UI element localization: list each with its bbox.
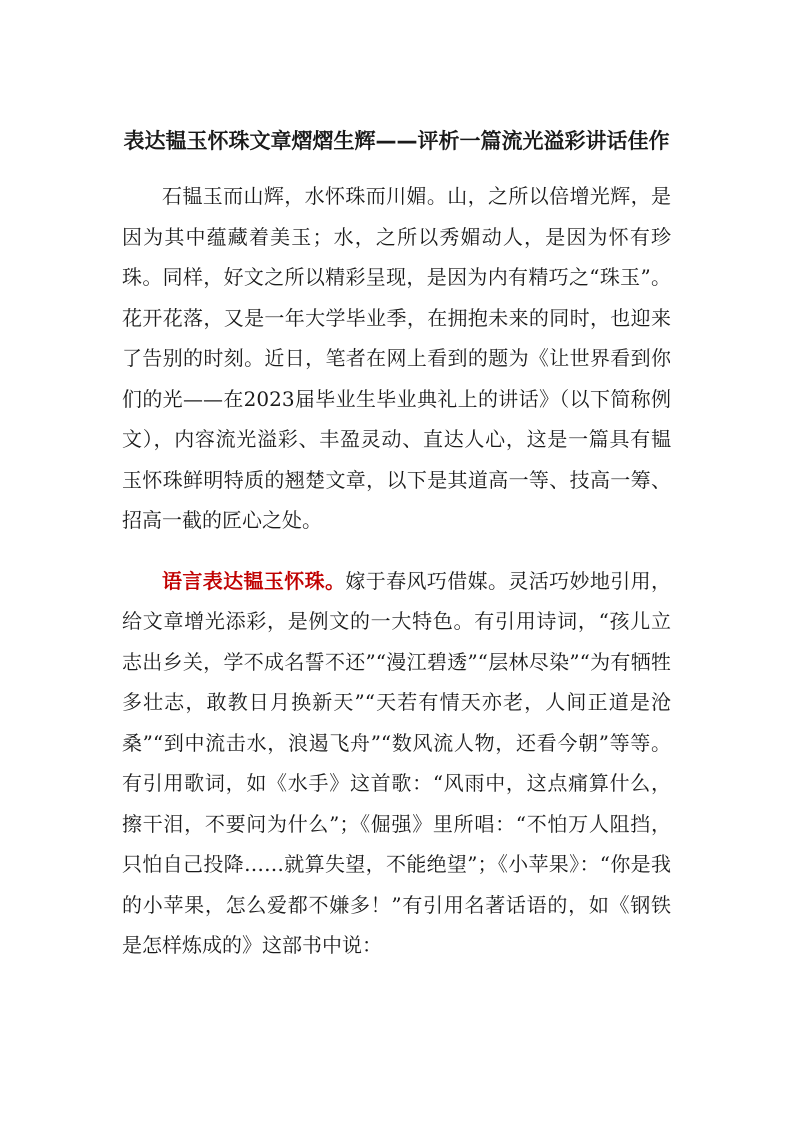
paragraph-intro	[122, 176, 671, 541]
paragraph-language-lead: 语言表达韫玉怀珠。	[162, 568, 346, 593]
document-title: 表达韫玉怀珠文章熠熠生辉——评析一篇流光溢彩讲话佳作	[123, 129, 670, 153]
paragraph-language	[122, 561, 671, 966]
paragraph-intro-text: 石韫玉而山辉，水怀珠而川媚。山，之所以倍增光辉，是因为其中蕴藏着美玉；水，之所以秀媚动人，是因为怀有珍珠。同样，好文之所以精彩呈现，是因为内有精巧之“珠玉”。花开花落，又是一年大学毕业季，在拥抱未来的同时，也迎来了告别的时刻。近日，笔者在网上看到的题为《让世界看到你们的光——在2023届毕业生毕业典礼上的讲话》（以下简称例文），内容流光溢彩、丰盈灵动、直达人心，这是一篇具有韫玉怀珠鲜明特质的翘楚文章，以下是其道高一等、技高一筹、招高一截的匠心之处。	[122, 184, 671, 532]
paragraph-language-text: 嫁于春风巧借媒。灵活巧妙地引用，给文章增光添彩，是例文的一大特色。有引用诗词，“孩儿立志出乡关，学不成名誓不还”“漫江碧透”“层林尽染”“为有牺牲多壮志，敢教日月换新天”“天若有情天亦老，人间正道是沧桑”“到中流击水，浪遏飞舟”“数风流人物，还看今朝”等等。有引用歌词，如《水手》这首歌：“风雨中，这点痛算什么，擦干泪，不要问为什么”；《倔强》里所唱：“不怕万人阻挡，只怕自己投降……就算失望，不能绝望”；《小苹果》：“你是我的小苹果，怎么爱都不嫌多！”有引用名著话语的，如《钢铁是怎样炼成的》这部书中说：	[122, 568, 671, 957]
